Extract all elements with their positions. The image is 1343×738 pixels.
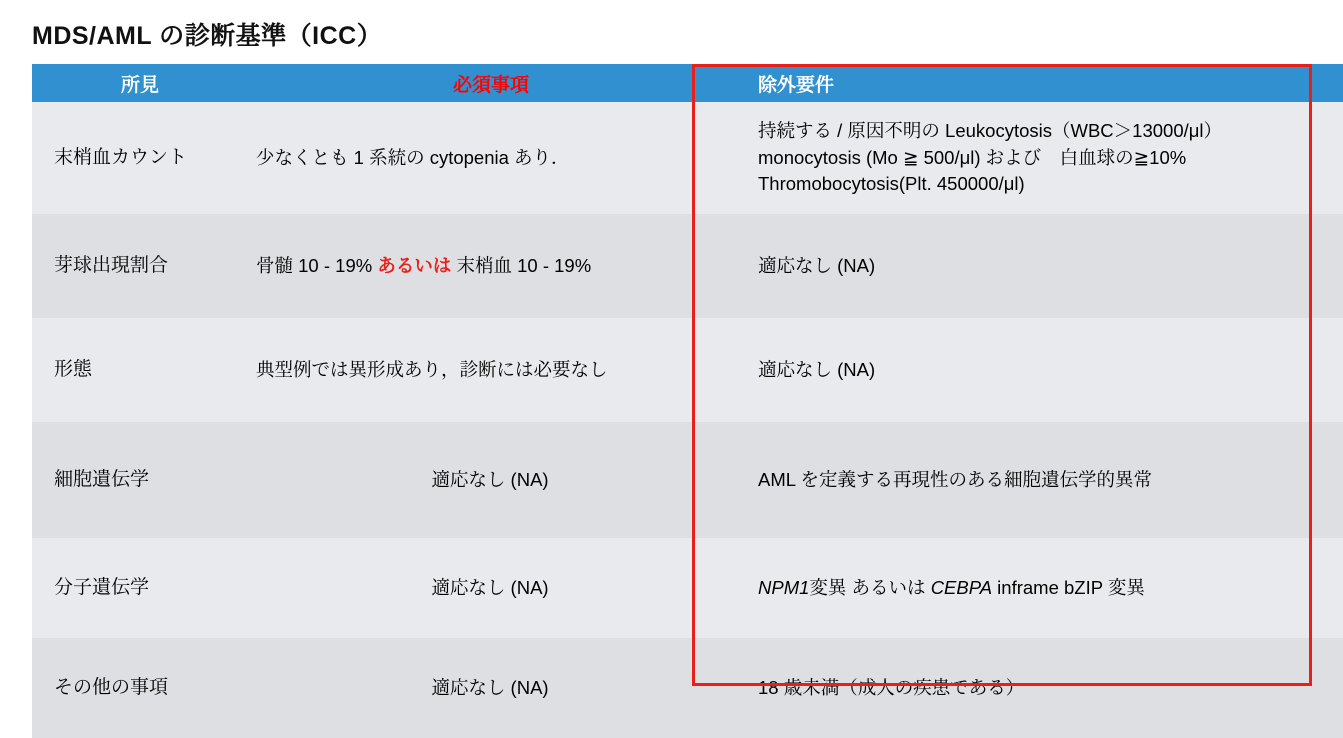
required-text-post: 末梢血 10 - 19% [456, 254, 592, 276]
cell-finding: 分子遺伝学 [32, 538, 248, 638]
column-header-required: 必須事項 [248, 64, 734, 102]
column-header-finding: 所見 [32, 64, 248, 102]
table-header-row [32, 64, 1343, 102]
exclusion-text-post: inframe bZIP 変異 [992, 576, 1145, 598]
exclusion-text-mid: 変異 あるいは [809, 576, 931, 598]
required-text-emphasis: あるいは [377, 254, 452, 276]
cell-exclusion [734, 538, 1343, 638]
cell-exclusion [734, 102, 1343, 214]
table-row [32, 538, 1343, 638]
cell-required [248, 214, 734, 318]
exclusion-line: monocytosis (Mo ≧ 500/μl) および 白血球の≧10% [758, 146, 1187, 168]
exclusion-line: 18 歳未満（成人の疾患である） [758, 676, 1025, 698]
table-header [32, 64, 1343, 102]
table-row [32, 318, 1343, 422]
cell-finding: 芽球出現割合 [32, 214, 248, 318]
table-row [32, 214, 1343, 318]
cell-required: 適応なし (NA) [248, 538, 734, 638]
exclusion-line: Thromobocytosis(Plt. 450000/μl) [758, 173, 1025, 195]
cell-exclusion [734, 318, 1343, 422]
column-header-exclusion: 除外要件 [734, 64, 1343, 102]
exclusion-gene-cebpa: CEBPA [930, 576, 993, 598]
cell-finding: その他の事項 [32, 638, 248, 738]
table-body [32, 102, 1343, 738]
exclusion-line: 持続する / 原因不明の Leukocytosis（WBC＞13000/μl） [758, 119, 1223, 141]
exclusion-line: AML を定義する再現性のある細胞遺伝学的異常 [758, 468, 1152, 490]
cell-required: 少なくとも 1 系統の cytopenia あり． [248, 102, 734, 214]
cell-finding: 末梢血カウント [32, 102, 248, 214]
table-row [32, 638, 1343, 738]
table-row [32, 102, 1343, 214]
cell-exclusion [734, 422, 1343, 538]
cell-finding: 細胞遺伝学 [32, 422, 248, 538]
diagnostic-criteria-table [32, 64, 1343, 738]
cell-required: 適応なし (NA) [248, 422, 734, 538]
cell-exclusion [734, 214, 1343, 318]
exclusion-line: 適応なし (NA) [758, 254, 876, 276]
cell-exclusion [734, 638, 1343, 738]
page-title: MDS/AML の診断基準（ICC） [32, 22, 383, 50]
cell-finding: 形態 [32, 318, 248, 422]
exclusion-gene-npm1: NPM1 [758, 576, 810, 598]
cell-required: 典型例では異形成あり，診断には必要なし [248, 318, 734, 422]
cell-required: 適応なし (NA) [248, 638, 734, 738]
exclusion-line: 適応なし (NA) [758, 358, 876, 380]
required-text-pre: 骨髄 10 - 19% [256, 254, 373, 276]
table-row [32, 422, 1343, 538]
